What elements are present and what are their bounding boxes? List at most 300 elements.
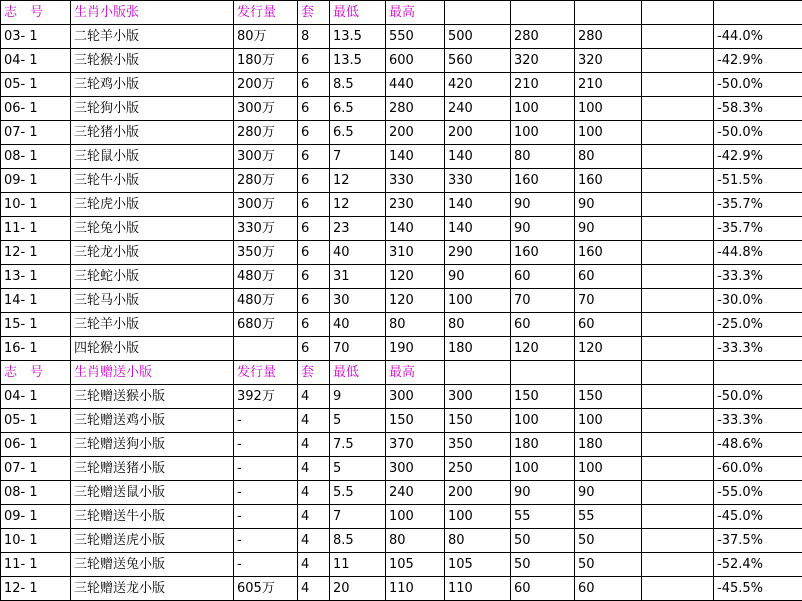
cell-val1[interactable]: 330	[445, 169, 511, 193]
cell-id[interactable]: 10- 1	[1, 193, 71, 217]
cell-val3[interactable]: 320	[575, 49, 642, 73]
cell-issue[interactable]: 300万	[234, 97, 298, 121]
cell-id[interactable]: 08- 1	[1, 481, 71, 505]
cell-val2[interactable]: 100	[511, 409, 575, 433]
table-row	[1, 433, 802, 457]
cell-set[interactable]: 4	[298, 457, 330, 481]
cell-low[interactable]: 8.5	[330, 73, 386, 97]
cell-val4[interactable]	[642, 265, 714, 289]
cell-val1[interactable]: 200	[445, 121, 511, 145]
cell-id[interactable]: 04- 1	[1, 385, 71, 409]
cell-val3[interactable]: 70	[575, 289, 642, 313]
cell-issue[interactable]	[234, 337, 298, 361]
cell-val4[interactable]	[642, 529, 714, 553]
cell-val1[interactable]: 140	[445, 193, 511, 217]
cell-high[interactable]: 120	[386, 289, 445, 313]
cell-issue[interactable]: 605万	[234, 577, 298, 601]
cell-change[interactable]: -50.0%	[714, 385, 802, 409]
cell-change[interactable]: -33.3%	[714, 337, 802, 361]
cell-val4[interactable]	[642, 145, 714, 169]
table-row	[1, 193, 802, 217]
cell-id[interactable]: 13- 1	[1, 265, 71, 289]
cell-val1[interactable]: 140	[445, 217, 511, 241]
cell-high[interactable]: 最高	[386, 1, 445, 25]
cell-id[interactable]: 06- 1	[1, 433, 71, 457]
cell-set[interactable]: 6	[298, 313, 330, 337]
cell-val1[interactable]: 90	[445, 265, 511, 289]
table-row	[1, 97, 802, 121]
cell-val3[interactable]: 100	[575, 409, 642, 433]
cell-high[interactable]: 105	[386, 553, 445, 577]
cell-set[interactable]: 4	[298, 577, 330, 601]
cell-id[interactable]: 07- 1	[1, 121, 71, 145]
table-row	[1, 313, 802, 337]
cell-val1[interactable]: 80	[445, 529, 511, 553]
cell-name[interactable]: 生肖赠送小版	[71, 361, 234, 385]
cell-id[interactable]: 16- 1	[1, 337, 71, 361]
cell-low[interactable]: 6.5	[330, 121, 386, 145]
cell-val1[interactable]: 200	[445, 481, 511, 505]
table-row	[1, 49, 802, 73]
cell-id[interactable]: 10- 1	[1, 529, 71, 553]
cell-name[interactable]: 三轮虎小版	[71, 193, 234, 217]
cell-val3[interactable]: 160	[575, 241, 642, 265]
cell-issue[interactable]: -	[234, 529, 298, 553]
table-row	[1, 25, 802, 49]
cell-high[interactable]: 600	[386, 49, 445, 73]
table-row	[1, 481, 802, 505]
cell-val2[interactable]: 70	[511, 289, 575, 313]
cell-low[interactable]: 70	[330, 337, 386, 361]
cell-change[interactable]	[714, 1, 802, 25]
cell-val2[interactable]: 100	[511, 457, 575, 481]
cell-set[interactable]: 6	[298, 145, 330, 169]
cell-id[interactable]: 志 号	[1, 1, 71, 25]
table-row	[1, 121, 802, 145]
cell-issue[interactable]: 330万	[234, 217, 298, 241]
cell-val4[interactable]	[642, 505, 714, 529]
cell-issue[interactable]: 350万	[234, 241, 298, 265]
cell-change[interactable]	[714, 361, 802, 385]
cell-name[interactable]: 三轮赠送龙小版	[71, 577, 234, 601]
cell-val2[interactable]: 60	[511, 313, 575, 337]
cell-set[interactable]: 6	[298, 121, 330, 145]
cell-set[interactable]: 4	[298, 385, 330, 409]
cell-set[interactable]: 6	[298, 49, 330, 73]
cell-high[interactable]: 110	[386, 577, 445, 601]
cell-low[interactable]: 7.5	[330, 433, 386, 457]
cell-set[interactable]: 6	[298, 193, 330, 217]
cell-name[interactable]: 三轮猴小版	[71, 49, 234, 73]
cell-val3[interactable]: 100	[575, 457, 642, 481]
cell-low[interactable]: 最低	[330, 1, 386, 25]
table-row	[1, 145, 802, 169]
cell-change[interactable]: -50.0%	[714, 121, 802, 145]
cell-id[interactable]: 08- 1	[1, 145, 71, 169]
cell-set[interactable]: 4	[298, 505, 330, 529]
table-row	[1, 337, 802, 361]
cell-high[interactable]: 最高	[386, 361, 445, 385]
cell-val1[interactable]: 350	[445, 433, 511, 457]
cell-val4[interactable]	[642, 481, 714, 505]
cell-val2[interactable]: 160	[511, 241, 575, 265]
cell-val2[interactable]: 90	[511, 217, 575, 241]
cell-val1[interactable]: 240	[445, 97, 511, 121]
cell-low[interactable]: 20	[330, 577, 386, 601]
cell-high[interactable]: 80	[386, 529, 445, 553]
cell-val4[interactable]	[642, 289, 714, 313]
table-row	[1, 457, 802, 481]
cell-set[interactable]: 6	[298, 73, 330, 97]
cell-val1[interactable]: 290	[445, 241, 511, 265]
cell-high[interactable]: 230	[386, 193, 445, 217]
cell-issue[interactable]: -	[234, 505, 298, 529]
cell-val3[interactable]: 280	[575, 25, 642, 49]
cell-val2[interactable]: 280	[511, 25, 575, 49]
cell-val1[interactable]	[445, 361, 511, 385]
cell-val1[interactable]: 140	[445, 145, 511, 169]
cell-issue[interactable]: -	[234, 457, 298, 481]
cell-val2[interactable]: 90	[511, 481, 575, 505]
cell-val3[interactable]: 90	[575, 217, 642, 241]
cell-val1[interactable]: 100	[445, 505, 511, 529]
cell-val2[interactable]: 160	[511, 169, 575, 193]
cell-val3[interactable]: 50	[575, 553, 642, 577]
cell-val4[interactable]	[642, 385, 714, 409]
header-row	[1, 361, 802, 385]
cell-val2[interactable]: 320	[511, 49, 575, 73]
cell-val3[interactable]: 90	[575, 481, 642, 505]
cell-name[interactable]: 三轮赠送兔小版	[71, 553, 234, 577]
cell-val4[interactable]	[642, 457, 714, 481]
cell-change[interactable]: -42.9%	[714, 49, 802, 73]
cell-issue[interactable]: 发行量	[234, 361, 298, 385]
cell-change[interactable]: -37.5%	[714, 529, 802, 553]
cell-low[interactable]: 12	[330, 169, 386, 193]
cell-low[interactable]: 13.5	[330, 49, 386, 73]
cell-val3[interactable]: 120	[575, 337, 642, 361]
header-row	[1, 1, 802, 25]
cell-low[interactable]: 23	[330, 217, 386, 241]
cell-name[interactable]: 三轮牛小版	[71, 169, 234, 193]
cell-high[interactable]: 150	[386, 409, 445, 433]
cell-low[interactable]: 31	[330, 265, 386, 289]
cell-name[interactable]: 三轮马小版	[71, 289, 234, 313]
table-row	[1, 289, 802, 313]
cell-change[interactable]: -51.5%	[714, 169, 802, 193]
table-row	[1, 385, 802, 409]
cell-issue[interactable]: 392万	[234, 385, 298, 409]
cell-change[interactable]: -55.0%	[714, 481, 802, 505]
cell-val1[interactable]: 420	[445, 73, 511, 97]
cell-set[interactable]: 6	[298, 217, 330, 241]
cell-val1[interactable]: 150	[445, 409, 511, 433]
cell-val3[interactable]: 160	[575, 169, 642, 193]
cell-val2[interactable]: 60	[511, 265, 575, 289]
cell-set[interactable]: 6	[298, 169, 330, 193]
cell-high[interactable]: 550	[386, 25, 445, 49]
cell-val4[interactable]	[642, 1, 714, 25]
cell-low[interactable]: 7	[330, 145, 386, 169]
cell-val4[interactable]	[642, 25, 714, 49]
cell-set[interactable]: 6	[298, 289, 330, 313]
cell-val3[interactable]: 100	[575, 97, 642, 121]
cell-low[interactable]: 30	[330, 289, 386, 313]
cell-change[interactable]: -33.3%	[714, 265, 802, 289]
cell-val4[interactable]	[642, 169, 714, 193]
table-row	[1, 577, 802, 601]
table-row	[1, 409, 802, 433]
table-row	[1, 169, 802, 193]
cell-change[interactable]: -35.7%	[714, 193, 802, 217]
cell-issue[interactable]: 480万	[234, 289, 298, 313]
cell-val2[interactable]: 50	[511, 553, 575, 577]
cell-id[interactable]: 12- 1	[1, 577, 71, 601]
cell-high[interactable]: 330	[386, 169, 445, 193]
cell-set[interactable]: 套	[298, 1, 330, 25]
cell-low[interactable]: 6.5	[330, 97, 386, 121]
cell-set[interactable]: 6	[298, 97, 330, 121]
cell-name[interactable]: 三轮蛇小版	[71, 265, 234, 289]
cell-id[interactable]: 06- 1	[1, 97, 71, 121]
cell-id[interactable]: 04- 1	[1, 49, 71, 73]
cell-name[interactable]: 三轮猪小版	[71, 121, 234, 145]
cell-val3[interactable]: 100	[575, 121, 642, 145]
cell-val4[interactable]	[642, 121, 714, 145]
cell-name[interactable]: 三轮鸡小版	[71, 73, 234, 97]
cell-name[interactable]: 三轮赠送鸡小版	[71, 409, 234, 433]
cell-id[interactable]: 15- 1	[1, 313, 71, 337]
cell-low[interactable]: 13.5	[330, 25, 386, 49]
table-row	[1, 265, 802, 289]
cell-val4[interactable]	[642, 49, 714, 73]
cell-val2[interactable]: 210	[511, 73, 575, 97]
cell-high[interactable]: 200	[386, 121, 445, 145]
cell-high[interactable]: 310	[386, 241, 445, 265]
cell-name[interactable]: 三轮赠送狗小版	[71, 433, 234, 457]
cell-change[interactable]: -50.0%	[714, 73, 802, 97]
cell-issue[interactable]: 280万	[234, 169, 298, 193]
cell-change[interactable]: -35.7%	[714, 217, 802, 241]
cell-val4[interactable]	[642, 409, 714, 433]
cell-id[interactable]: 14- 1	[1, 289, 71, 313]
cell-issue[interactable]: 发行量	[234, 1, 298, 25]
cell-issue[interactable]: 80万	[234, 25, 298, 49]
cell-val3[interactable]: 80	[575, 145, 642, 169]
cell-id[interactable]: 05- 1	[1, 409, 71, 433]
cell-high[interactable]: 190	[386, 337, 445, 361]
cell-high[interactable]: 140	[386, 217, 445, 241]
cell-change[interactable]: -30.0%	[714, 289, 802, 313]
cell-issue[interactable]: 180万	[234, 49, 298, 73]
cell-id[interactable]: 11- 1	[1, 553, 71, 577]
cell-high[interactable]: 300	[386, 457, 445, 481]
cell-val3[interactable]: 90	[575, 193, 642, 217]
cell-name[interactable]: 三轮赠送猴小版	[71, 385, 234, 409]
cell-val3[interactable]: 60	[575, 577, 642, 601]
cell-set[interactable]: 4	[298, 433, 330, 457]
cell-set[interactable]: 6	[298, 241, 330, 265]
cell-val3[interactable]: 180	[575, 433, 642, 457]
cell-val3[interactable]: 60	[575, 313, 642, 337]
cell-id[interactable]: 志 号	[1, 361, 71, 385]
cell-name[interactable]: 三轮赠送虎小版	[71, 529, 234, 553]
cell-low[interactable]: 40	[330, 241, 386, 265]
cell-issue[interactable]: 280万	[234, 121, 298, 145]
cell-val4[interactable]	[642, 433, 714, 457]
cell-high[interactable]: 120	[386, 265, 445, 289]
cell-issue[interactable]: 680万	[234, 313, 298, 337]
cell-val1[interactable]: 100	[445, 289, 511, 313]
cell-low[interactable]: 11	[330, 553, 386, 577]
cell-name[interactable]: 三轮鼠小版	[71, 145, 234, 169]
cell-change[interactable]: -58.3%	[714, 97, 802, 121]
cell-val2[interactable]: 180	[511, 433, 575, 457]
cell-val3[interactable]	[575, 1, 642, 25]
cell-change[interactable]: -25.0%	[714, 313, 802, 337]
cell-issue[interactable]: -	[234, 481, 298, 505]
table-row	[1, 241, 802, 265]
cell-set[interactable]: 6	[298, 265, 330, 289]
cell-set[interactable]: 4	[298, 529, 330, 553]
cell-val3[interactable]: 50	[575, 529, 642, 553]
cell-low[interactable]: 7	[330, 505, 386, 529]
cell-val3[interactable]: 210	[575, 73, 642, 97]
table-row	[1, 217, 802, 241]
cell-val2[interactable]: 100	[511, 121, 575, 145]
cell-id[interactable]: 11- 1	[1, 217, 71, 241]
cell-high[interactable]: 300	[386, 385, 445, 409]
cell-val4[interactable]	[642, 337, 714, 361]
cell-name[interactable]: 三轮羊小版	[71, 313, 234, 337]
cell-val1[interactable]	[445, 1, 511, 25]
cell-val1[interactable]: 250	[445, 457, 511, 481]
cell-id[interactable]: 12- 1	[1, 241, 71, 265]
cell-change[interactable]: -52.4%	[714, 553, 802, 577]
cell-change[interactable]: -33.3%	[714, 409, 802, 433]
cell-low[interactable]: 8.5	[330, 529, 386, 553]
cell-val1[interactable]: 180	[445, 337, 511, 361]
cell-change[interactable]: -45.0%	[714, 505, 802, 529]
cell-id[interactable]: 07- 1	[1, 457, 71, 481]
cell-val2[interactable]: 120	[511, 337, 575, 361]
cell-low[interactable]: 最低	[330, 361, 386, 385]
cell-val4[interactable]	[642, 97, 714, 121]
cell-id[interactable]: 03- 1	[1, 25, 71, 49]
cell-val3[interactable]: 55	[575, 505, 642, 529]
cell-val2[interactable]: 60	[511, 577, 575, 601]
cell-name[interactable]: 三轮狗小版	[71, 97, 234, 121]
cell-val1[interactable]: 80	[445, 313, 511, 337]
cell-val4[interactable]	[642, 577, 714, 601]
cell-val2[interactable]: 100	[511, 97, 575, 121]
cell-val1[interactable]: 560	[445, 49, 511, 73]
cell-low[interactable]: 9	[330, 385, 386, 409]
cell-name[interactable]: 三轮赠送鼠小版	[71, 481, 234, 505]
cell-issue[interactable]: -	[234, 553, 298, 577]
cell-val2[interactable]	[511, 1, 575, 25]
cell-name[interactable]: 三轮赠送猪小版	[71, 457, 234, 481]
cell-high[interactable]: 440	[386, 73, 445, 97]
cell-val4[interactable]	[642, 553, 714, 577]
table-row	[1, 73, 802, 97]
cell-high[interactable]: 100	[386, 505, 445, 529]
cell-set[interactable]: 6	[298, 337, 330, 361]
cell-val1[interactable]: 110	[445, 577, 511, 601]
cell-high[interactable]: 240	[386, 481, 445, 505]
cell-val2[interactable]: 90	[511, 193, 575, 217]
cell-change[interactable]: -44.0%	[714, 25, 802, 49]
cell-issue[interactable]: -	[234, 433, 298, 457]
cell-issue[interactable]: -	[234, 409, 298, 433]
cell-high[interactable]: 280	[386, 97, 445, 121]
cell-low[interactable]: 40	[330, 313, 386, 337]
table-row	[1, 529, 802, 553]
cell-low[interactable]: 5.5	[330, 481, 386, 505]
cell-issue[interactable]: 300万	[234, 193, 298, 217]
cell-val1[interactable]: 105	[445, 553, 511, 577]
cell-issue[interactable]: 300万	[234, 145, 298, 169]
cell-high[interactable]: 370	[386, 433, 445, 457]
cell-low[interactable]: 5	[330, 457, 386, 481]
cell-id[interactable]: 09- 1	[1, 505, 71, 529]
cell-name[interactable]: 三轮赠送牛小版	[71, 505, 234, 529]
cell-high[interactable]: 80	[386, 313, 445, 337]
cell-set[interactable]: 套	[298, 361, 330, 385]
cell-name[interactable]: 二轮羊小版	[71, 25, 234, 49]
cell-change[interactable]: -44.8%	[714, 241, 802, 265]
cell-val4[interactable]	[642, 193, 714, 217]
cell-id[interactable]: 05- 1	[1, 73, 71, 97]
cell-name[interactable]: 三轮兔小版	[71, 217, 234, 241]
cell-val4[interactable]	[642, 313, 714, 337]
cell-set[interactable]: 8	[298, 25, 330, 49]
table-row	[1, 505, 802, 529]
cell-change[interactable]: -42.9%	[714, 145, 802, 169]
cell-name[interactable]: 生肖小版张	[71, 1, 234, 25]
cell-change[interactable]: -48.6%	[714, 433, 802, 457]
cell-val1[interactable]: 500	[445, 25, 511, 49]
cell-id[interactable]: 09- 1	[1, 169, 71, 193]
cell-val2[interactable]	[511, 361, 575, 385]
table-row	[1, 553, 802, 577]
cell-high[interactable]: 140	[386, 145, 445, 169]
cell-val1[interactable]: 300	[445, 385, 511, 409]
cell-issue[interactable]: 200万	[234, 73, 298, 97]
cell-val3[interactable]: 150	[575, 385, 642, 409]
cell-name[interactable]: 三轮龙小版	[71, 241, 234, 265]
cell-val4[interactable]	[642, 241, 714, 265]
cell-change[interactable]: -45.5%	[714, 577, 802, 601]
cell-val3[interactable]	[575, 361, 642, 385]
cell-val2[interactable]: 50	[511, 529, 575, 553]
cell-val4[interactable]	[642, 217, 714, 241]
cell-val4[interactable]	[642, 73, 714, 97]
cell-issue[interactable]: 480万	[234, 265, 298, 289]
cell-val3[interactable]: 60	[575, 265, 642, 289]
cell-val2[interactable]: 80	[511, 145, 575, 169]
cell-val2[interactable]: 150	[511, 385, 575, 409]
cell-val2[interactable]: 55	[511, 505, 575, 529]
cell-name[interactable]: 四轮猴小版	[71, 337, 234, 361]
cell-low[interactable]: 12	[330, 193, 386, 217]
cell-val4[interactable]	[642, 361, 714, 385]
cell-change[interactable]: -60.0%	[714, 457, 802, 481]
cell-low[interactable]: 5	[330, 409, 386, 433]
cell-set[interactable]: 4	[298, 409, 330, 433]
cell-set[interactable]: 4	[298, 553, 330, 577]
cell-set[interactable]: 4	[298, 481, 330, 505]
